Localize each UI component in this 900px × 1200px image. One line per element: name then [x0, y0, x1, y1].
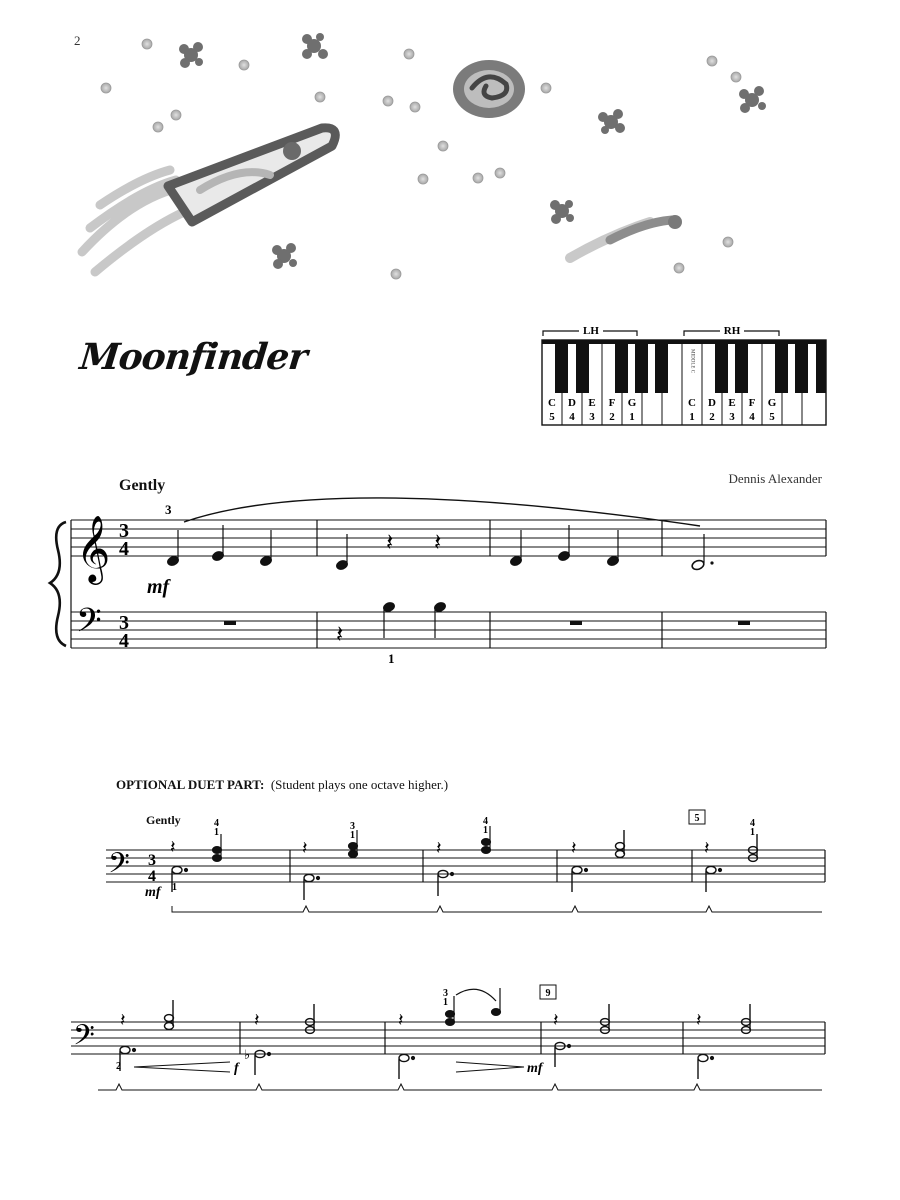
- svg-text:𝄽: 𝄽: [571, 838, 577, 858]
- duet-half-chords: [165, 1000, 751, 1033]
- lh-key-finger: 2: [609, 411, 615, 423]
- space-illustration: [0, 0, 900, 300]
- rocket-drawing: [82, 128, 335, 272]
- fingering: 3: [165, 502, 172, 517]
- duet-system-1: [0, 813, 900, 920]
- svg-text:𝄽: 𝄽: [302, 838, 308, 858]
- time-signature-top: 3: [119, 520, 129, 542]
- middle-c-label: MIDDLE C: [689, 349, 695, 374]
- duet-bass-notes: [172, 866, 721, 900]
- svg-text:𝄽: 𝄽: [553, 1010, 559, 1030]
- brace: [50, 522, 66, 646]
- dynamic-mf: mf: [145, 885, 161, 900]
- svg-text:𝄽: 𝄽: [398, 1010, 404, 1030]
- svg-text:𝄽: 𝄽: [386, 530, 394, 556]
- tempo-marking: Gently: [119, 477, 166, 494]
- fingering: 4: [214, 818, 219, 829]
- hand-position-diagram: [535, 322, 830, 430]
- moon-drawing: [453, 60, 525, 118]
- duet-staff-1: [106, 850, 825, 882]
- lh-label: LH: [583, 325, 599, 337]
- rh-key-finger: 5: [769, 411, 775, 423]
- bass-staff: [71, 612, 826, 648]
- lh-key-note: C: [548, 397, 556, 409]
- tie-slur: [456, 989, 496, 1001]
- half-note-dotted: [691, 534, 714, 571]
- fingering: 1: [750, 827, 755, 838]
- fingering: 4: [750, 818, 755, 829]
- dynamic-mf: mf: [147, 576, 170, 598]
- fingering: 2: [116, 1061, 121, 1072]
- fingering: 1: [388, 651, 395, 666]
- grand-staff: [0, 490, 900, 670]
- fingering: 1: [172, 882, 177, 893]
- dynamic-f: f: [234, 1061, 239, 1076]
- dynamic-mf: mf: [527, 1061, 543, 1076]
- treble-clef: 𝄞: [76, 516, 111, 581]
- phrase-slur: [184, 498, 700, 526]
- comet-drawing: [570, 215, 682, 258]
- rh-key-finger: 1: [689, 411, 695, 423]
- time-signature-bottom: 4: [148, 868, 156, 885]
- crescendo-hairpin: [134, 1062, 230, 1072]
- lh-key-finger: 3: [589, 411, 595, 423]
- piece-title: Moonfinder: [77, 336, 309, 378]
- duet-system-2: [0, 985, 900, 1095]
- fingering: 1: [483, 825, 488, 836]
- bass-clef: 𝄢: [108, 849, 130, 886]
- time-signature-bottom: 4: [119, 630, 129, 652]
- fingering: 1: [214, 827, 219, 838]
- lh-key-note: E: [588, 397, 596, 409]
- lh-key-finger: 4: [569, 411, 575, 423]
- lh-key-finger: 5: [549, 411, 555, 423]
- duet-heading: [116, 777, 448, 793]
- duet-staff-2: [71, 1022, 825, 1054]
- lh-key-finger: 1: [629, 411, 635, 423]
- composer-name: Dennis Alexander: [728, 471, 822, 486]
- svg-text:𝄽: 𝄽: [336, 622, 344, 648]
- duet-bass-notes: [120, 1042, 713, 1079]
- rh-label: RH: [723, 325, 741, 337]
- decrescendo-hairpin: [456, 1062, 524, 1072]
- treble-rests: [386, 530, 441, 556]
- fingering: 3: [350, 821, 355, 832]
- bass-clef: 𝄢: [73, 1021, 95, 1058]
- page-number: 2: [74, 33, 81, 48]
- fingering: 1: [350, 830, 355, 841]
- rh-key-note: G: [767, 397, 777, 409]
- fingering: 3: [443, 988, 448, 999]
- measure-number: 9: [545, 988, 551, 999]
- treble-staff: [71, 520, 826, 556]
- bass-quarter-rest: [336, 622, 343, 648]
- lh-key-note: D: [568, 397, 576, 409]
- pedal-line: [172, 906, 822, 912]
- rh-key-note: C: [688, 397, 696, 409]
- lh-key-note: F: [608, 397, 616, 409]
- fingering: 1: [443, 997, 448, 1008]
- duet-half-chords: [616, 830, 758, 861]
- measure-number: 5: [694, 813, 700, 824]
- bass-whole-rests: [224, 621, 750, 625]
- rh-key-finger: 2: [709, 411, 715, 423]
- svg-text:𝄽: 𝄽: [254, 1010, 260, 1030]
- svg-text:𝄽: 𝄽: [704, 838, 710, 858]
- star-dots: [101, 39, 741, 279]
- svg-text:𝄽: 𝄽: [120, 1010, 126, 1030]
- rh-key-note: F: [748, 397, 756, 409]
- time-signature-top: 3: [119, 612, 129, 634]
- rh-key-note: E: [728, 397, 736, 409]
- rh-key-note: D: [708, 397, 716, 409]
- duet-heading-note: (Student plays one octave higher.): [270, 777, 449, 792]
- time-signature-top: 3: [148, 852, 156, 869]
- duet-rests: [170, 837, 710, 858]
- lh-key-note: G: [627, 397, 637, 409]
- time-signature-bottom: 4: [119, 538, 129, 560]
- duet-rests: [120, 1010, 702, 1030]
- duet-heading-title: OPTIONAL DUET PART:: [116, 777, 265, 792]
- bass-notes: [382, 601, 446, 638]
- svg-text:𝄽: 𝄽: [696, 1010, 702, 1030]
- flat-sign: ♭: [244, 1047, 251, 1062]
- fingering: 4: [483, 816, 488, 827]
- rh-key-finger: 3: [729, 411, 735, 423]
- bass-clef: 𝄢: [76, 602, 102, 647]
- rh-key-finger: 4: [749, 411, 755, 423]
- svg-text:𝄽: 𝄽: [434, 530, 442, 556]
- svg-text:𝄽: 𝄽: [170, 837, 176, 857]
- svg-text:𝄽: 𝄽: [436, 838, 442, 858]
- pedal-line: [98, 1084, 822, 1090]
- duet-tempo: Gently: [146, 813, 181, 827]
- duet-quarter-notes: [446, 988, 501, 1025]
